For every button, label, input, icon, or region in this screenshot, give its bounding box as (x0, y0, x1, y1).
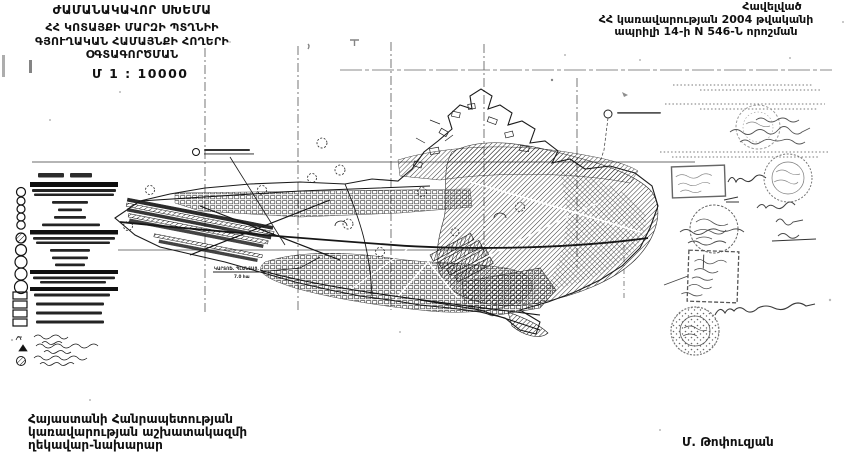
rect-stamp-1 (671, 165, 725, 198)
square-symbol (13, 310, 27, 317)
title-line-2: ՀՀ ԿՈՏԱՅՔԻ ՄԱՐԶԻ ՊՏՂՆԻԻ (45, 21, 219, 34)
orchard-dashed-circle (146, 186, 155, 195)
legend-divider (30, 182, 118, 187)
title-line-3: ԳՅՈՒՂԱԿԱՆ ՀԱՄԱՅՆՔԻ ՀՈՂԵՐԻ (35, 34, 229, 48)
circle-symbol (15, 256, 27, 268)
legend-panel (13, 173, 118, 366)
round-stamp-2 (764, 154, 812, 202)
scan-noise (2, 21, 844, 431)
community-map (115, 89, 661, 337)
circle-symbol (17, 221, 25, 229)
hatched-circle-symbol (16, 233, 26, 243)
orchard-dashed-circle (376, 248, 385, 257)
signature-squiggle-3 (715, 303, 815, 315)
signature-title-line-1: Հայաստանի Հանրապետության (28, 412, 233, 426)
signature-title-line-3: ղեկավար-նախարար (28, 438, 163, 452)
orchard-dashed-circle (308, 174, 317, 183)
orchard-dashed-circle (335, 165, 345, 175)
circle-symbol (16, 245, 27, 256)
map-scale: Մ 1 : 10000 (92, 66, 189, 81)
legend-symbols (13, 188, 28, 327)
square-symbol (13, 319, 27, 326)
circle-symbol (17, 188, 26, 197)
hatched-circle-symbol (17, 357, 26, 366)
circle-symbol (17, 197, 25, 205)
title-line-4: ՕԳՏԱԳՈՐԾՄԱՆ (85, 48, 179, 61)
document-title: ԺԱՄԱՆԱԿԱՎՈՐ ՍԽԵՄԱ (52, 3, 212, 17)
legend-header (38, 173, 92, 178)
round-stamp-4 (671, 307, 719, 355)
handwriting-2 (680, 219, 816, 245)
square-symbol (13, 301, 27, 308)
south-tail (508, 312, 548, 337)
signatory-name: Մ. Թոփուզյան (682, 435, 774, 449)
stamps-signatures (660, 85, 828, 355)
signature-title-line-2: կառավարության աշխատակազմի (28, 425, 248, 439)
map-annotation-northeast (600, 110, 661, 162)
orchard-dashed-circle (343, 219, 353, 229)
plantation-area: 7.0 հա (234, 274, 250, 279)
round-stamp-1 (736, 105, 780, 149)
annex-line-3: ապրիլի 14-ի N 546-Ն որոշման (614, 25, 798, 38)
handwriting-1 (730, 118, 810, 144)
annex-line-2: ՀՀ կառավարության 2004 թվականի (598, 12, 814, 26)
plantation-label: ԿԱՐՏՈՖ. ՊԼԱՆՏԱՑ. (214, 266, 259, 271)
circle-symbol (17, 213, 25, 221)
legend-handwritten-notes (16, 335, 98, 366)
triangle-symbol (19, 345, 27, 351)
circle-symbol (17, 205, 25, 213)
rect-stamp-2 (681, 250, 739, 303)
orchard-dashed-circle (317, 138, 327, 148)
legend-text-rows (30, 189, 118, 324)
annex-line-1: Հավելված (742, 0, 802, 13)
stamp-pointer-line (664, 276, 688, 285)
circle-symbol (15, 268, 27, 280)
signature-squiggle-2 (757, 202, 795, 209)
signature-squiggle-1 (724, 175, 766, 202)
